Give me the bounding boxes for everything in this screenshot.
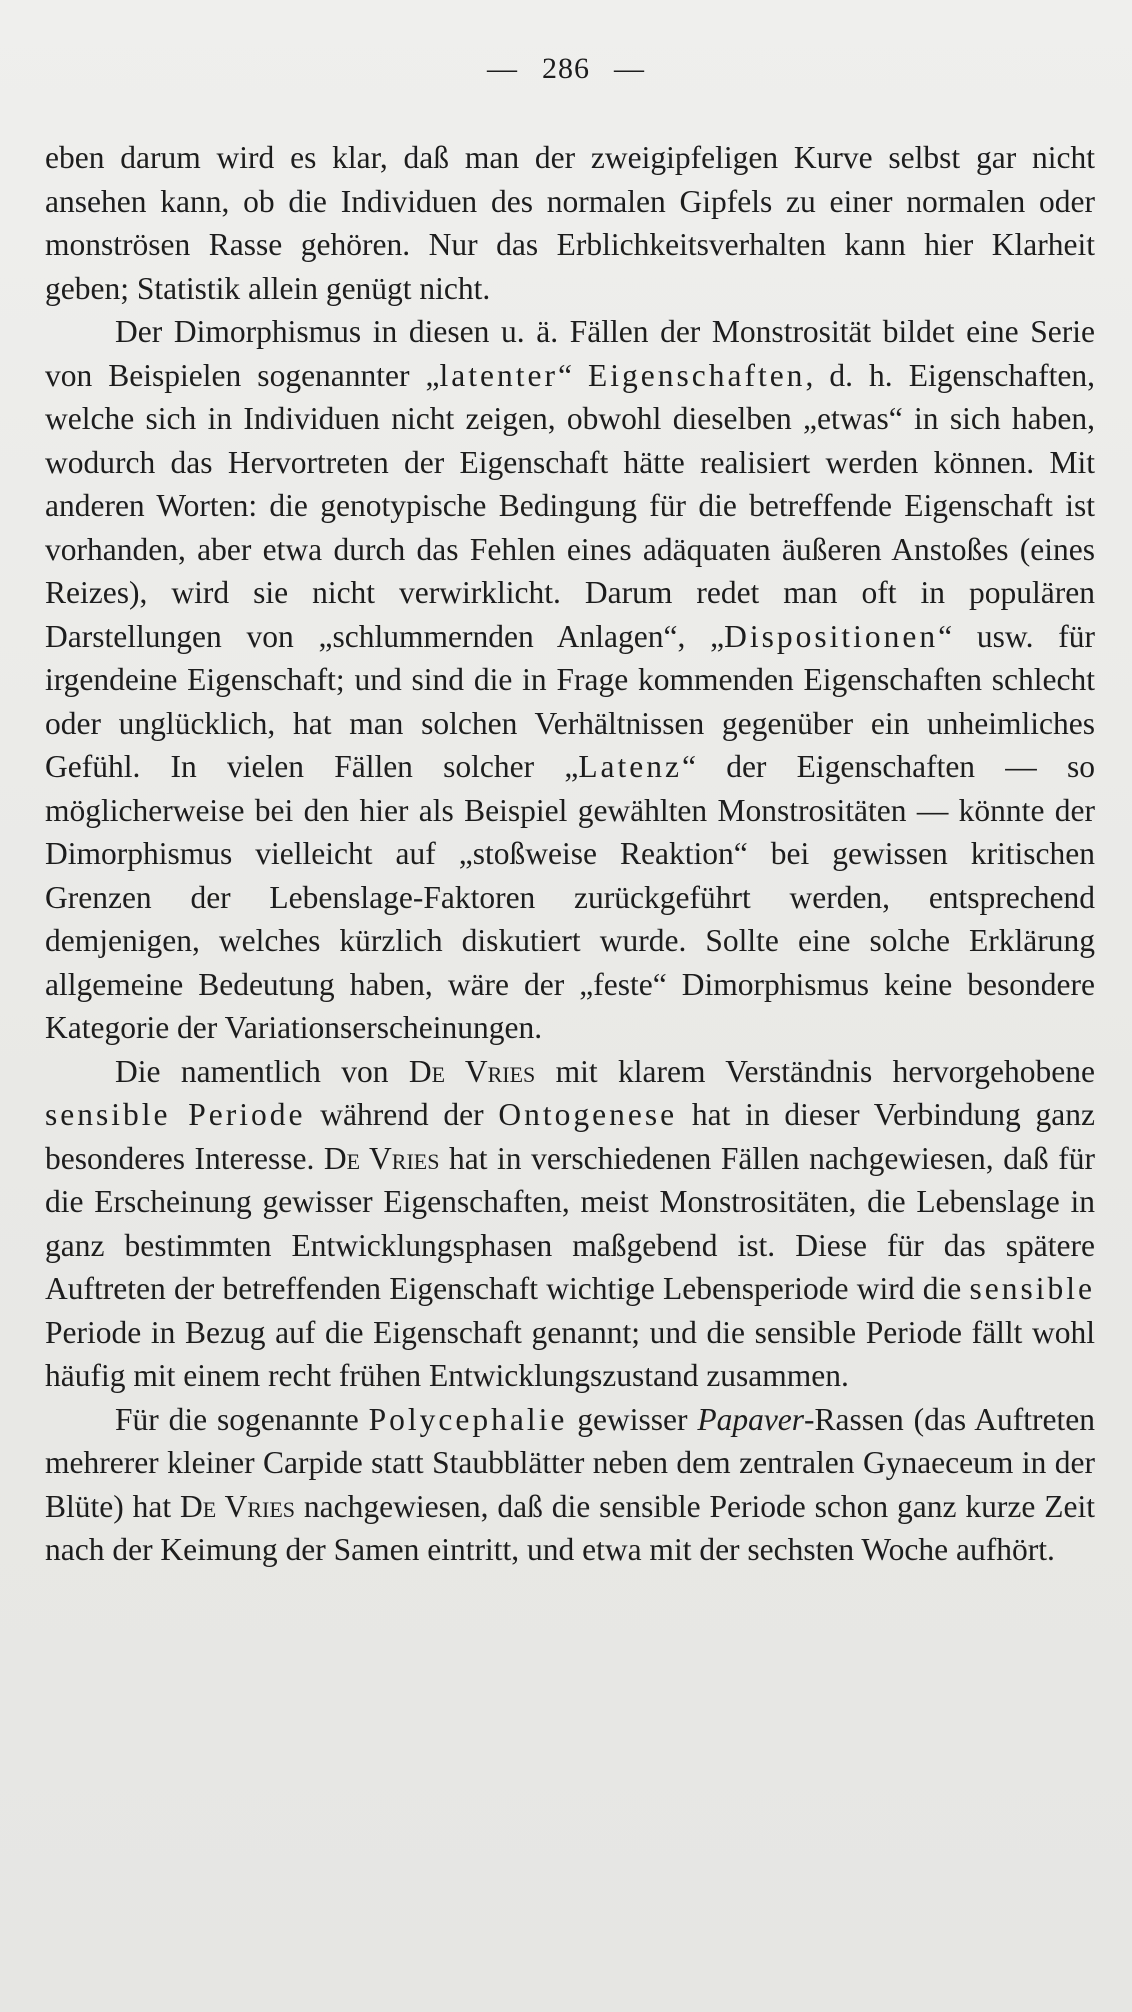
text-run: eben darum wird es klar, daß man der zweigipfeligen Kurve selbst gar nicht ansehen kann, ob die Individuen des normalen Gipfels zu einer normalen oder monströsen Rasse gehören. Nur das Erblichkeitsverhalten kann hier Klarheit geben; Statistik allein genügt nicht.	[45, 140, 1095, 306]
text-run: Die namentlich von	[115, 1053, 409, 1089]
text-run: sensible Periode	[45, 1097, 306, 1132]
header-dash-left: —	[487, 52, 518, 85]
text-run: nachgewiesen, daß die sensible Periode schon ganz kurze Zeit nach der Keimung der Samen eintritt, und etwa mit der sechsten Woche aufhört.	[45, 1488, 1096, 1567]
text-run: latenter	[439, 357, 558, 393]
text-run: gewisser	[567, 1401, 698, 1437]
text-run: Periode in Bezug auf die Eigenschaft genannt; und die sensible Periode fällt wohl häufig mit einem recht frühen Entwicklungszustand zusammen.	[45, 1314, 1095, 1393]
text-run: Der Dimorphismus in diesen u. ä. Fällen der Monstrosität bildet eine Serie von Beispielen sogenannter „	[45, 314, 1095, 393]
header-dash-right: —	[614, 52, 645, 85]
text-run: Ontogenese	[498, 1097, 678, 1132]
text-run: De Vries	[323, 1140, 440, 1176]
text-run: während der	[305, 1097, 499, 1132]
text-run: Eigenschaften	[588, 357, 806, 393]
text-run: “ der Eigenschaften — so möglicherweise bei den hier als Beispiel gewählten Monstrositäten — könnte der Dimorphismus vielleicht auf „stoßweise Reaktion“ bei gewissen kritischen Grenzen der Lebenslage-Faktoren zurückgeführt werden, entsprechend demjenigen, welches kürzlich diskutiert wurde. Sollte eine solche Erklärung allgemeine Bedeutung haben, wäre der „feste“ Dimorphismus keine besondere Kategorie der Variationserscheinungen.	[45, 749, 1095, 1045]
text-run: Für die sogenannte	[115, 1401, 369, 1437]
text-run: mit klarem Verständnis hervorgehobene	[535, 1053, 1095, 1089]
paragraph-3	[45, 1050, 1095, 1398]
text-run: “ usw. für irgendeine Eigenschaft; und sind die in Frage kommenden Eigenschaften schlecht oder unglücklich, hat man solchen Verhältnissen gegenüber ein unheimliches Gefühl. In vielen Fällen solcher „	[45, 618, 1096, 784]
paragraph-4	[45, 1398, 1095, 1572]
body-text	[45, 136, 1095, 1572]
text-run: Papaver	[697, 1401, 805, 1437]
page-number: 286	[542, 52, 590, 85]
text-run: Polycephalie	[368, 1401, 568, 1437]
text-run: sensible	[969, 1271, 1095, 1306]
text-run: hat in verschiedenen Fällen nachgewiesen, daß für die Erscheinung gewisser Eigenschaften, meist Monstrositäten, die Lebenslage in ganz bestimmten Entwicklungsphasen maßgebend ist. Diese für das spätere Auftreten der betreffenden Eigenschaft wichtige Lebensperiode wird die	[45, 1140, 1095, 1306]
text-run: De Vries	[180, 1488, 295, 1524]
text-run: Latenz	[578, 749, 682, 784]
text-run: , d. h. Eigenschaften, welche sich in Individuen nicht zeigen, obwohl dieselben „etwas“ in sich haben, wodurch das Hervortreten der Eigenschaft hätte realisiert werden können. Mit anderen Worten: die genotypische Bedingung für die betreffende Eigenschaft ist vorhanden, aber etwa durch das Fehlen eines adäquaten äußeren Anstoßes (eines Reizes), wird sie nicht verwirklicht. Darum redet man oft in populären Darstellungen von „schlummernden Anlagen“, „	[45, 357, 1095, 654]
text-run: Dispositionen	[724, 618, 939, 654]
text-run: -Rassen (das Auftreten mehrerer kleiner Carpide statt Staubblätter neben dem zentralen Gynaeceum in der Blüte) hat	[45, 1401, 1095, 1524]
paragraph-2	[45, 310, 1095, 1050]
page-header	[0, 52, 1132, 86]
text-run: hat in dieser Verbindung ganz besonderes Interesse.	[45, 1097, 1095, 1176]
text-run: De Vries	[408, 1053, 536, 1089]
text-run: “	[557, 357, 589, 393]
paragraph-1	[45, 136, 1095, 310]
